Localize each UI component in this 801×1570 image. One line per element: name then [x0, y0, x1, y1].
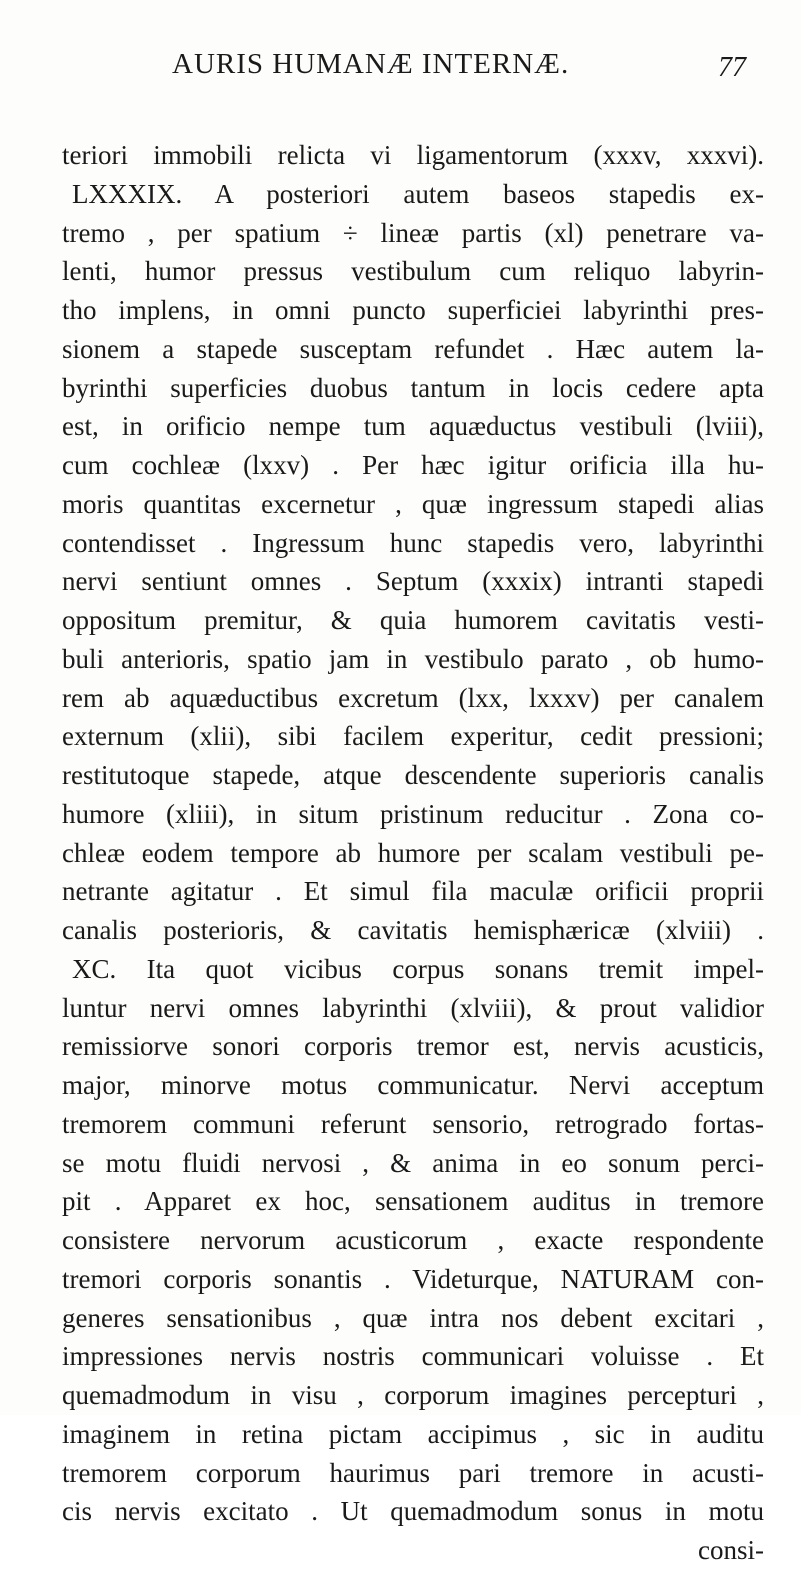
- text-line: se motu fluidi nervosi , & anima in eo sonum perci-: [62, 1147, 764, 1178]
- catchword: consi-: [698, 1535, 764, 1565]
- text-line: generes sensationibus , quæ intra nos debent excitari ,: [62, 1302, 764, 1333]
- text-line: nervi sentiunt omnes . Septum (xxxix) intranti stapedi: [62, 566, 764, 597]
- text-line: byrinthi superficies duobus tantum in locis cedere apta: [62, 372, 764, 403]
- text-line: tremorem corporum haurimus pari tremore in acusti-: [62, 1457, 764, 1488]
- text-line: teriori immobili relicta vi ligamentorum (xxxv, xxxvi).: [62, 140, 764, 170]
- text-line: consistere nervorum acusticorum , exacte respondente: [62, 1225, 764, 1255]
- text-line: major, minorve motus communicatur. Nervi acceptum: [62, 1070, 764, 1100]
- text-line: externum (xlii), sibi facilem experitur, cedit pressioni;: [62, 721, 764, 752]
- text-line: canalis posterioris, & cavitatis hemisphæricæ (xlviii) .: [62, 915, 764, 945]
- text-line: tremorem communi referunt sensorio, retrogrado fortas-: [62, 1108, 764, 1139]
- text-line: impressiones nervis nostris communicari voluisse . Et: [62, 1341, 764, 1372]
- text-line: restitutoque stapede, atque descendente superioris canalis: [62, 760, 764, 790]
- running-head: AURIS HUMANÆ INTERNÆ.: [172, 48, 570, 80]
- text-line: cis nervis excitato . Ut quemadmodum sonus in motu: [62, 1496, 764, 1527]
- text-line: est, in orificio nempe tum aquæductus vestibuli (lviii),: [62, 411, 764, 442]
- text-line: lenti, humor pressus vestibulum cum reliquo labyrin-: [62, 256, 764, 287]
- text-line: tho implens, in omni puncto superficiei labyrinthi pres-: [62, 295, 764, 325]
- text-line: remissiorve sonori corporis tremor est, nervis acusticis,: [62, 1031, 764, 1062]
- text-line: quemadmodum in visu , corporum imagines percepturi ,: [62, 1380, 764, 1410]
- text-line: cum cochleæ (lxxv) . Per hæc igitur orificia illa hu-: [62, 450, 764, 480]
- text-line: chleæ eodem tempore ab humore per scalam vestibuli pe-: [62, 837, 764, 868]
- text-line: XC. Ita quot vicibus corpus sonans tremit impel-: [72, 953, 764, 984]
- text-line: oppositum premitur, & quia humorem cavitatis vesti-: [62, 605, 764, 635]
- text-line: imaginem in retina pictam accipimus , sic in auditu: [62, 1418, 764, 1449]
- text-line: rem ab aquæductibus excretum (lxx, lxxxv) per canalem: [62, 682, 764, 713]
- text-line: tremo , per spatium ÷ lineæ partis (xl) penetrare va-: [62, 217, 764, 248]
- text-line: tremori corporis sonantis . Videturque, NATURAM con-: [62, 1263, 764, 1294]
- page-number: 77: [718, 52, 746, 83]
- text-line: moris quantitas excernetur , quæ ingressum stapedi alias: [62, 488, 764, 519]
- text-line: buli anterioris, spatio jam in vestibulo parato , ob humo-: [62, 643, 764, 674]
- text-line: LXXXIX. A posteriori autem baseos stapedis ex-: [72, 178, 764, 209]
- text-line: humore (xliii), in situm pristinum reducitur . Zona co-: [62, 798, 764, 829]
- text-line: pit . Apparet ex hoc, sensationem auditus in tremore: [62, 1186, 764, 1217]
- body-text: [62, 136, 764, 1570]
- text-line: luntur nervi omnes labyrinthi (xlviii), & prout validior: [62, 992, 764, 1023]
- text-line: netrante agitatur . Et simul fila maculæ orificii proprii: [62, 876, 764, 907]
- text-line: sionem a stapede susceptam refundet . Hæc autem la-: [62, 333, 764, 364]
- text-line: contendisset . Ingressum hunc stapedis vero, labyrinthi: [62, 527, 764, 558]
